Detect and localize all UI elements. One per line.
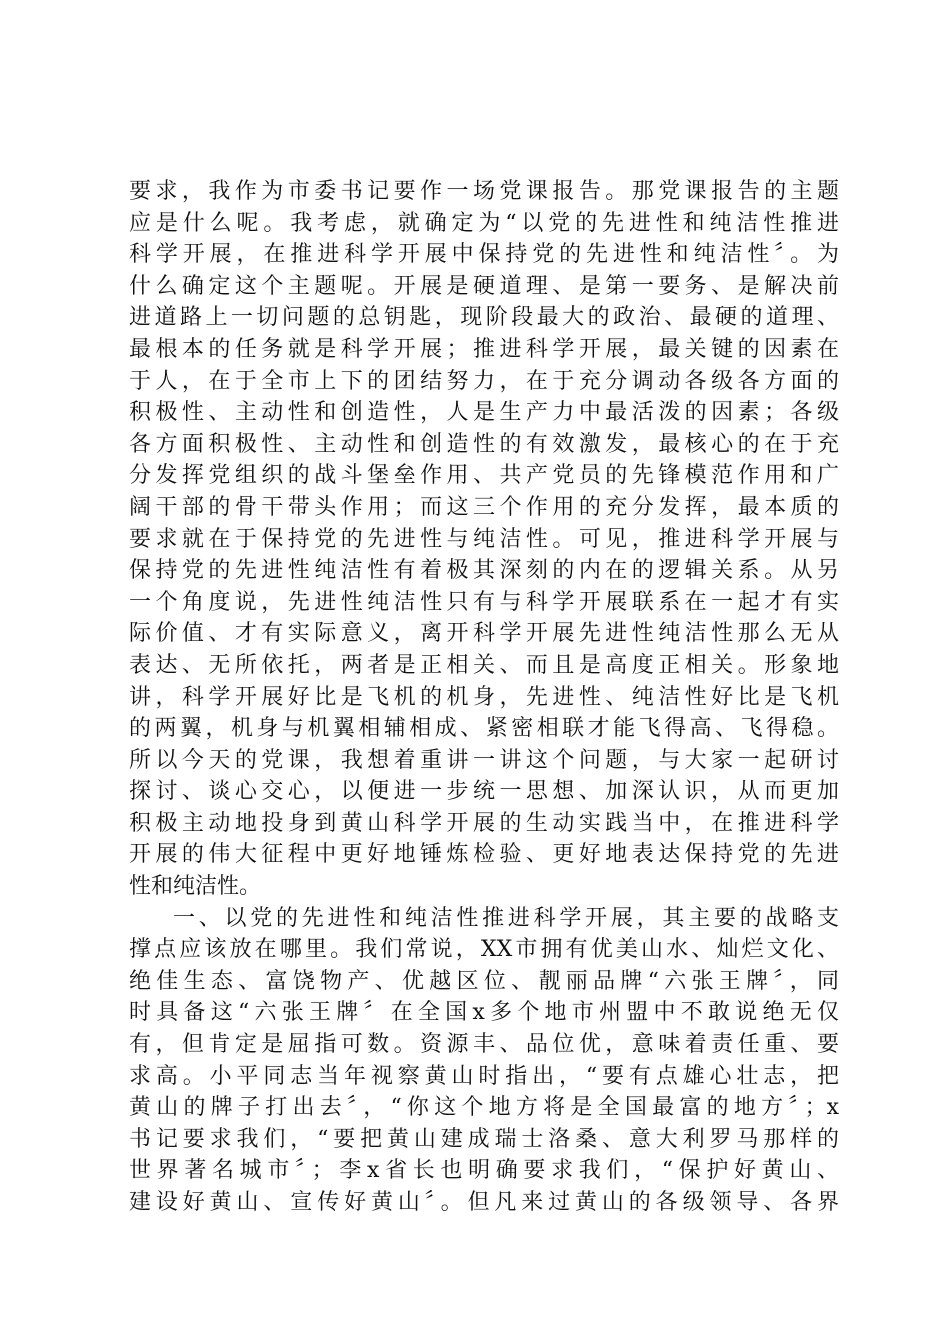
text-line: 什么确定这个主题呢。开展是硬道理、是第一要务、是解决前 (129, 273, 839, 299)
text-line: 开展的伟大征程中更好地锤炼检验、更好地表达保持党的先进 (129, 842, 839, 868)
text-line: 表达、无所依托，两者是正相关、而且是高度正相关。形象地 (129, 652, 839, 678)
text-line: 要求，我作为市委书记要作一场党课报告。那党课报告的主题 (129, 179, 839, 204)
text-line: 科学开展，在推进科学开展中保持党的先进性和纯洁性〞。为 (129, 242, 839, 268)
text-line: 讲，科学开展好比是飞机的机身，先进性、纯洁性好比是飞机 (129, 684, 839, 710)
text-line: 时具备这“六张王牌〞在全国x多个地市州盟中不敢说绝无仅 (129, 1000, 839, 1026)
text-line: 建设好黄山、宣传好黄山〞。但凡来过黄山的各级领导、各界 (129, 1190, 839, 1215)
text-line: 的两翼，机身与机翼相辅相成、紧密相联才能飞得高、飞得稳。 (129, 716, 839, 742)
paragraph-1 (129, 176, 839, 903)
text-line: 要求就在于保持党的先进性与纯洁性。可见，推进科学开展与 (129, 526, 839, 552)
text-line: 各方面积极性、主动性和创造性的有效激发，最核心的在于充 (129, 431, 839, 457)
document-body (129, 176, 839, 1219)
text-line: 性和纯洁性。 (129, 874, 262, 900)
text-line: 际价值、才有实际意义，离开科学开展先进性纯洁性那么无从 (129, 621, 839, 647)
text-line: 进道路上一切问题的总钥匙，现阶段最大的政治、最硬的道理、 (129, 305, 839, 331)
text-line: 保持党的先进性纯洁性有着极其深刻的内在的逻辑关系。从另 (129, 558, 839, 584)
text-line: 积极主动地投身到黄山科学开展的生动实践当中，在推进科学 (129, 810, 839, 836)
text-line: 探讨、谈心交心，以便进一步统一思想、加深认识，从而更加 (129, 779, 839, 805)
text-line: 求高。小平同志当年视察黄山时指出，“要有点雄心壮志，把 (129, 1063, 839, 1089)
paragraph-2 (129, 903, 839, 1219)
text-line: 积极性、主动性和创造性，人是生产力中最活泼的因素；各级 (129, 400, 839, 426)
text-line: 一个角度说，先进性纯洁性只有与科学开展联系在一起才有实 (129, 589, 839, 615)
text-line: 最根本的任务就是科学开展；推进科学开展，最关键的因素在 (129, 336, 839, 362)
text-line: 分发挥党组织的战斗堡垒作用、共产党员的先锋模范作用和广 (129, 463, 839, 489)
text-line: 一、以党的先进性和纯洁性推进科学开展，其主要的战略支 (173, 905, 839, 931)
text-line: 绝佳生态、富饶物产、优越区位、靓丽品牌“六张王牌〞，同 (129, 968, 839, 994)
text-line: 有，但肯定是屈指可数。资源丰、品位优，意味着责任重、要 (129, 1032, 839, 1058)
text-line: 撑点应该放在哪里。我们常说，XX市拥有优美山水、灿烂文化、 (129, 937, 839, 963)
text-line: 黄山的牌子打出去〞，“你这个地方将是全国最富的地方〞；x (129, 1095, 839, 1121)
text-line: 阔干部的骨干带头作用；而这三个作用的充分发挥，最本质的 (129, 494, 839, 520)
text-line: 于人，在于全市上下的团结努力，在于充分调动各级各方面的 (129, 368, 839, 394)
text-line: 世界著名城市〞；李x省长也明确要求我们，“保护好黄山、 (129, 1158, 839, 1184)
text-line: 所以今天的党课，我想着重讲一讲这个问题，与大家一起研讨 (129, 747, 839, 773)
text-line: 书记要求我们，“要把黄山建成瑞士洛桑、意大利罗马那样的 (129, 1126, 839, 1152)
text-line: 应是什么呢。我考虑，就确定为“以党的先进性和纯洁性推进 (129, 210, 839, 236)
